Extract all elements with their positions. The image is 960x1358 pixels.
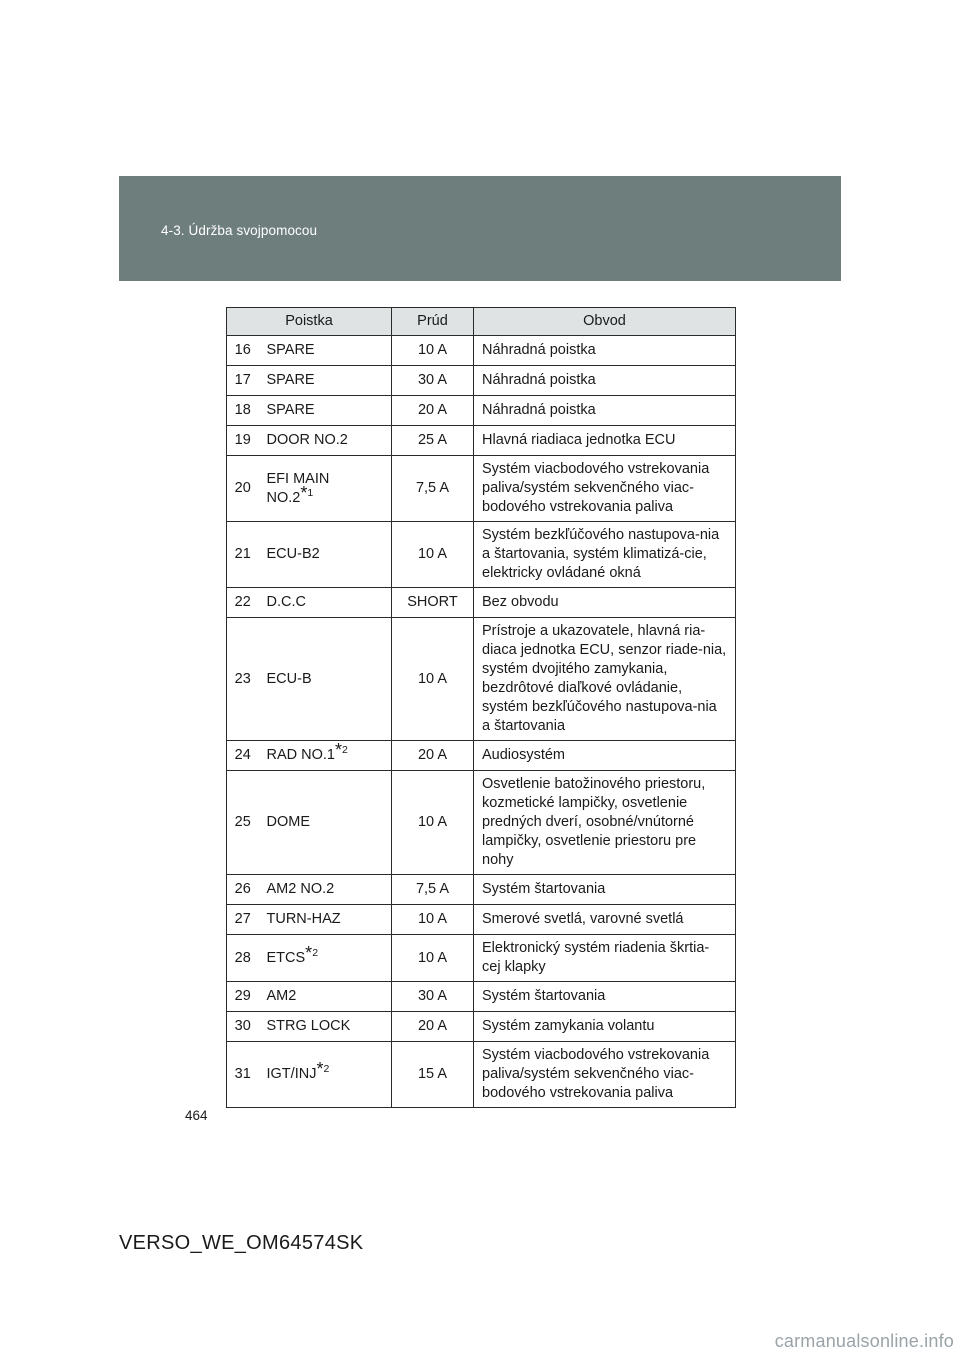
fuse-number: 27 <box>227 905 259 935</box>
fuse-circuit: Náhradná poistka <box>474 366 736 396</box>
fuse-name: AM2 <box>266 988 297 1004</box>
fuse-number: 21 <box>227 522 259 588</box>
fuse-name-cell <box>259 366 392 396</box>
fuse-name-cell <box>259 426 392 456</box>
table-header-row <box>227 308 736 336</box>
fuse-number: 28 <box>227 935 259 982</box>
table-row <box>227 935 736 982</box>
fuse-circuit: Audiosystém <box>474 741 736 771</box>
table-row <box>227 1012 736 1042</box>
document-code: VERSO_WE_OM64574SK <box>119 1232 364 1254</box>
fuse-name-cell <box>259 336 392 366</box>
header-circuit: Obvod <box>474 308 736 336</box>
fuse-name: STRG LOCK <box>266 1018 351 1034</box>
fuse-name-cell <box>259 741 392 771</box>
fuse-amperage: 15 A <box>392 1042 474 1108</box>
table-row <box>227 741 736 771</box>
fuse-name-cell <box>259 771 392 875</box>
fuse-amperage: 10 A <box>392 771 474 875</box>
fuse-circuit: Systém viacbodového vstrekovania paliva/systém sekvenčného viac-bodového vstrekovania paliva <box>474 456 736 522</box>
fuse-name: DOOR NO.2 <box>266 432 348 448</box>
footnote-marker: *2 <box>305 942 319 963</box>
watermark-text: carmanualsonline.info <box>774 1331 954 1351</box>
fuse-name: D.C.C <box>266 594 306 610</box>
section-title: 4-3. Údržba svojpomocou <box>161 223 318 238</box>
fuse-circuit: Náhradná poistka <box>474 396 736 426</box>
table-row <box>227 456 736 522</box>
fuse-name: RAD NO.1 <box>266 747 335 763</box>
fuse-name-cell <box>259 618 392 741</box>
table-row <box>227 982 736 1012</box>
fuse-name: NO.2 <box>266 489 301 506</box>
fuse-name-cell <box>259 456 392 522</box>
fuse-amperage: 10 A <box>392 618 474 741</box>
table-row <box>227 396 736 426</box>
fuse-name: IGT/INJ <box>266 1066 317 1082</box>
section-header-band <box>119 176 841 281</box>
fuse-number: 18 <box>227 396 259 426</box>
fuse-circuit: Systém zamykania volantu <box>474 1012 736 1042</box>
table-row <box>227 522 736 588</box>
fuse-number: 17 <box>227 366 259 396</box>
fuse-number: 31 <box>227 1042 259 1108</box>
table-row <box>227 771 736 875</box>
fuse-name-cell <box>259 875 392 905</box>
fuse-amperage: 10 A <box>392 935 474 982</box>
footnote-marker: *2 <box>335 740 348 760</box>
fuse-name: ETCS <box>266 949 306 966</box>
fuse-amperage: 20 A <box>392 1012 474 1042</box>
table-row <box>227 336 736 366</box>
table-row <box>227 618 736 741</box>
fuse-circuit: Smerové svetlá, varovné svetlá <box>474 905 736 935</box>
fuse-number: 22 <box>227 588 259 618</box>
fuse-name-cell <box>259 1042 392 1108</box>
fuse-number: 24 <box>227 741 259 771</box>
fuse-name-cell <box>259 396 392 426</box>
fuse-number: 29 <box>227 982 259 1012</box>
fuse-amperage: 7,5 A <box>392 875 474 905</box>
table-row <box>227 426 736 456</box>
fuse-name: SPARE <box>266 342 315 358</box>
fuse-name-line1: EFI MAIN <box>266 470 330 487</box>
fuse-name-cell <box>259 588 392 618</box>
fuse-amperage: SHORT <box>392 588 474 618</box>
header-amperage: Prúd <box>392 308 474 336</box>
table-row <box>227 905 736 935</box>
fuse-number: 23 <box>227 618 259 741</box>
table-row <box>227 588 736 618</box>
fuse-number: 26 <box>227 875 259 905</box>
fuse-name: DOME <box>266 814 310 830</box>
fuse-circuit: Systém viacbodového vstrekovania paliva/systém sekvenčného viac-bodového vstrekovania paliva <box>474 1042 736 1108</box>
fuse-number: 20 <box>227 456 259 522</box>
fuse-circuit: Elektronický systém riadenia škrtia-cej klapky <box>474 935 736 982</box>
fuse-number: 19 <box>227 426 259 456</box>
fuse-name-cell <box>259 522 392 588</box>
fuse-name: TURN-HAZ <box>266 911 341 927</box>
fuse-table-body <box>227 336 736 1108</box>
fuse-name-cell <box>259 935 392 982</box>
fuse-amperage: 10 A <box>392 522 474 588</box>
fuse-name: SPARE <box>266 372 315 388</box>
table-row <box>227 1042 736 1108</box>
fuse-amperage: 25 A <box>392 426 474 456</box>
fuse-name: AM2 NO.2 <box>266 881 335 897</box>
fuse-circuit: Hlavná riadiaca jednotka ECU <box>474 426 736 456</box>
fuse-amperage: 10 A <box>392 905 474 935</box>
fuse-circuit: Osvetlenie batožinového priestoru, kozmetické lampičky, osvetlenie predných dverí, osobné/vnútorné lampičky, osvetlenie priestoru pre nohy <box>474 771 736 875</box>
footnote-marker: *1 <box>300 482 314 503</box>
fuse-name-cell <box>259 1012 392 1042</box>
fuse-number: 25 <box>227 771 259 875</box>
header-fuse: Poistka <box>227 308 392 336</box>
fuse-amperage: 20 A <box>392 741 474 771</box>
fuse-name: SPARE <box>266 402 315 418</box>
fuse-number: 30 <box>227 1012 259 1042</box>
fuse-circuit: Systém štartovania <box>474 982 736 1012</box>
fuse-name: ECU-B2 <box>266 546 320 562</box>
fuse-circuit: Systém štartovania <box>474 875 736 905</box>
fuse-circuit: Systém bezkľúčového nastupova-nia a štartovania, systém klimatizá-cie, elektricky ovládané okná <box>474 522 736 588</box>
fuse-circuit: Prístroje a ukazovatele, hlavná ria-diaca jednotka ECU, senzor riade-nia, systém dvojitého zamykania, bezdrôtové diaľkové ovládanie, systém bezkľúčového nastupova-nia a štartovania <box>474 618 736 741</box>
fuse-amperage: 10 A <box>392 336 474 366</box>
fuse-table <box>226 307 736 1108</box>
page-number: 464 <box>185 1108 208 1123</box>
fuse-name: ECU-B <box>266 670 312 687</box>
fuse-circuit: Bez obvodu <box>474 588 736 618</box>
fuse-name-cell <box>259 905 392 935</box>
fuse-amperage: 30 A <box>392 982 474 1012</box>
fuse-number: 16 <box>227 336 259 366</box>
fuse-amperage: 7,5 A <box>392 456 474 522</box>
fuse-name-cell <box>259 982 392 1012</box>
footnote-marker: *2 <box>316 1059 330 1079</box>
fuse-amperage: 30 A <box>392 366 474 396</box>
table-row <box>227 366 736 396</box>
fuse-circuit: Náhradná poistka <box>474 336 736 366</box>
fuse-amperage: 20 A <box>392 396 474 426</box>
table-row <box>227 875 736 905</box>
